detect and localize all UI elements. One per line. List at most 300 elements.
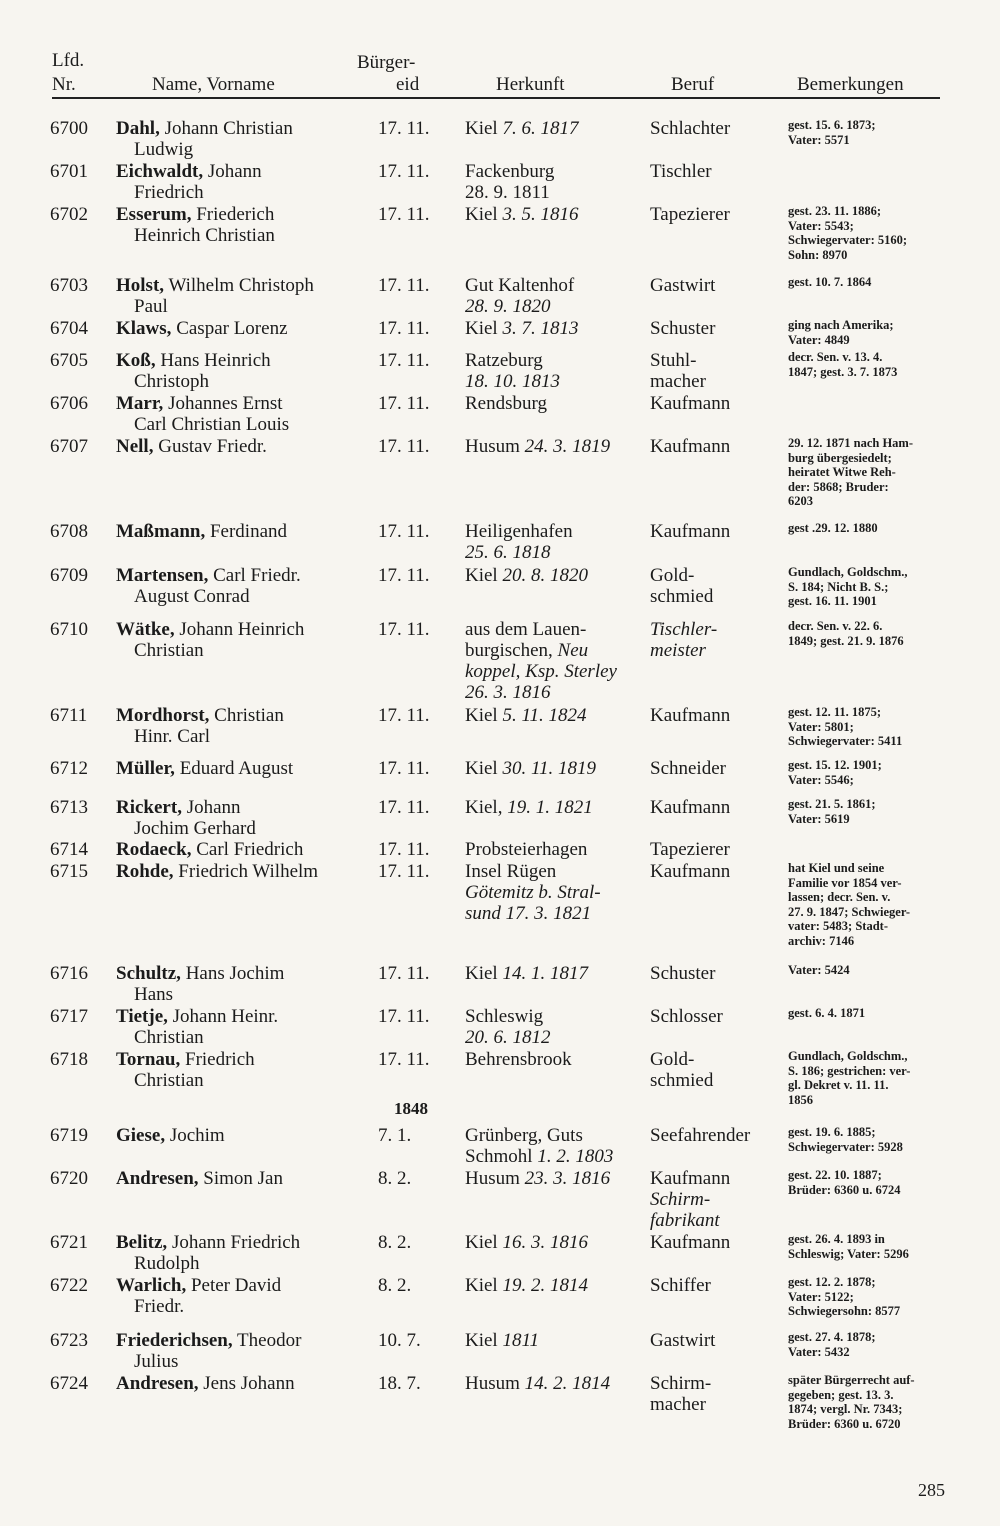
name-line <box>116 1049 378 1070</box>
remark-line: 27. 9. 1847; Schwieger- <box>788 904 911 919</box>
oath-date: 17. 11. <box>378 705 430 726</box>
name-line: Paul <box>134 296 168 317</box>
surname: Rohde, <box>116 861 174 882</box>
entry-number: 6721 <box>50 1232 88 1253</box>
profession-line: Kaufmann <box>650 797 731 818</box>
remark-line: 1874; vergl. Nr. 7343; <box>788 1402 903 1416</box>
given-names: Jens Johann <box>203 1373 295 1394</box>
origin-cell <box>465 963 650 984</box>
given-names: Wilhelm Christoph <box>168 275 314 296</box>
surname: Nell, <box>116 436 154 457</box>
origin-cell <box>465 1330 650 1351</box>
entry-number: 6706 <box>50 393 88 414</box>
given-names: Johannes Ernst <box>168 393 283 414</box>
origin-line <box>465 350 650 371</box>
name-cell <box>116 1125 378 1146</box>
entry-number: 6723 <box>50 1330 88 1351</box>
remark-line: gest. 22. 10. 1887; <box>788 1168 882 1182</box>
origin-cell <box>465 705 650 726</box>
entry-number: 6709 <box>50 565 88 586</box>
surname: Holst, <box>116 275 165 296</box>
origin-line <box>465 839 650 860</box>
profession-line: Kaufmann <box>650 521 731 542</box>
oath-date: 17. 11. <box>378 619 430 640</box>
surname: Tornau, <box>116 1049 181 1070</box>
name-line <box>116 797 378 818</box>
given-names: Friedrich <box>185 1049 255 1070</box>
oath-date: 17. 11. <box>378 1049 430 1070</box>
origin-text: 7. 6. 1817 <box>502 118 579 139</box>
profession-cell <box>650 1373 782 1415</box>
oath-date: 17. 11. <box>378 758 430 779</box>
header-remarks: Bemerkungen <box>797 74 904 95</box>
oath-date: 17. 11. <box>378 839 430 860</box>
origin-line <box>465 161 650 182</box>
entry-number: 6700 <box>50 118 88 139</box>
profession-line: Kaufmann <box>650 705 731 726</box>
origin-text: Husum <box>465 1373 525 1394</box>
remark-line: gest. 6. 4. 1871 <box>788 1006 866 1020</box>
origin-cell <box>465 839 650 860</box>
profession-line: Tischler <box>650 161 712 182</box>
profession-line: Gastwirt <box>650 1330 716 1351</box>
name-line: Christoph <box>134 371 209 392</box>
entry-number: 6708 <box>50 521 88 542</box>
name-cell <box>116 705 378 747</box>
remarks-cell <box>788 861 956 948</box>
origin-text: 23. 3. 1816 <box>524 1168 611 1189</box>
origin-cell <box>465 118 650 139</box>
name-cell <box>116 1232 378 1274</box>
oath-date: 7. 1. <box>378 1125 412 1146</box>
profession-line: Kaufmann <box>650 393 731 414</box>
profession-line: Schlosser <box>650 1006 723 1027</box>
origin-line <box>465 1006 650 1027</box>
header-name: Name, Vorname <box>152 74 275 95</box>
origin-text: 20. 8. 1820 <box>502 565 588 586</box>
surname: Giese, <box>116 1125 166 1146</box>
name-cell <box>116 118 378 160</box>
name-cell <box>116 393 378 435</box>
remark-line: gest. 12. 2. 1878; <box>788 1275 876 1289</box>
profession-cell <box>650 861 782 882</box>
entry-number: 6707 <box>50 436 88 457</box>
remark-line: Sohn: 8970 <box>788 247 848 262</box>
remarks-cell <box>788 204 956 262</box>
profession-cell <box>650 393 782 414</box>
surname: Koß, <box>116 350 156 371</box>
profession-line: Schuster <box>650 318 716 339</box>
remarks-cell <box>788 1049 956 1107</box>
surname: Wätke, <box>116 619 175 640</box>
name-line <box>116 1330 378 1351</box>
given-names: Johann <box>186 797 241 818</box>
profession-line: Gold- <box>650 565 695 586</box>
origin-text: Kiel <box>465 758 503 779</box>
entry-number: 6711 <box>50 705 88 726</box>
name-cell <box>116 758 378 779</box>
oath-date: 17. 11. <box>378 521 430 542</box>
origin-cell <box>465 436 650 457</box>
oath-date: 8. 2. <box>378 1232 412 1253</box>
profession-cell <box>650 318 782 339</box>
origin-cell <box>465 393 650 414</box>
remark-line: 1847; gest. 3. 7. 1873 <box>788 364 898 379</box>
name-line <box>116 758 378 779</box>
oath-date: 17. 11. <box>378 393 430 414</box>
origin-line <box>465 1275 650 1296</box>
given-names: Johann Friedrich <box>171 1232 301 1253</box>
remark-line: gest. 15. 6. 1873; <box>788 118 876 132</box>
remark-line: lassen; decr. Sen. v. <box>788 890 891 904</box>
entry-number: 6713 <box>50 797 88 818</box>
given-names: Hans Heinrich <box>160 350 271 371</box>
origin-line <box>465 436 650 457</box>
entry-number: 6701 <box>50 161 88 182</box>
profession-line: Tischler- <box>650 619 718 640</box>
name-line: Rudolph <box>134 1253 200 1274</box>
name-cell <box>116 963 378 1005</box>
oath-date: 17. 11. <box>378 350 430 371</box>
surname: Tietje, <box>116 1006 168 1027</box>
origin-cell <box>465 565 650 586</box>
surname: Belitz, <box>116 1232 168 1253</box>
profession-line: Tapezierer <box>650 839 730 860</box>
origin-cell <box>465 318 650 339</box>
remark-line: Vater: 5571 <box>788 132 850 147</box>
name-line <box>116 436 378 457</box>
remark-line: Gundlach, Goldschm., <box>788 565 908 579</box>
surname: Martensen, <box>116 565 209 586</box>
origin-text: Rendsburg <box>465 393 547 414</box>
origin-line <box>465 640 650 661</box>
origin-text: Behrensbrook <box>465 1049 572 1070</box>
entry-number: 6719 <box>50 1125 88 1146</box>
name-cell <box>116 1373 378 1394</box>
origin-line <box>465 296 650 317</box>
origin-line <box>465 521 650 542</box>
profession-line: macher <box>650 1394 706 1415</box>
entry-number: 6710 <box>50 619 88 640</box>
header-eid: eid <box>396 74 420 95</box>
surname: Andresen, <box>116 1373 199 1394</box>
profession-cell <box>650 839 782 860</box>
name-line <box>116 118 378 139</box>
surname: Klaws, <box>116 318 172 339</box>
profession-line: macher <box>650 371 706 392</box>
name-line <box>116 839 378 860</box>
remark-line: gest. 23. 11. 1886; <box>788 204 882 218</box>
origin-line <box>465 118 650 139</box>
profession-line: Stuhl- <box>650 350 697 371</box>
given-names: Ferdinand <box>209 521 288 542</box>
name-line <box>116 161 378 182</box>
profession-line: Schuster <box>650 963 716 984</box>
origin-cell <box>465 797 650 818</box>
remarks-cell <box>788 521 956 536</box>
origin-cell <box>465 758 650 779</box>
origin-text: 19. 2. 1814 <box>502 1275 588 1296</box>
header-nr: Nr. <box>52 74 76 95</box>
header-rule <box>52 97 940 99</box>
origin-text: Kiel <box>465 204 503 225</box>
entry-number: 6703 <box>50 275 88 296</box>
profession-cell <box>650 1168 782 1231</box>
origin-text: Kiel <box>465 1330 503 1351</box>
remark-line: gest. 21. 5. 1861; <box>788 797 876 811</box>
origin-text: sund 17. 3. 1821 <box>465 903 592 924</box>
origin-line <box>465 1232 650 1253</box>
origin-cell <box>465 1049 650 1070</box>
name-cell <box>116 1275 378 1317</box>
origin-line <box>465 565 650 586</box>
remark-line: Vater: 5543; <box>788 218 854 233</box>
surname: Rickert, <box>116 797 182 818</box>
surname: Warlich, <box>116 1275 187 1296</box>
name-line: Christian <box>134 1070 204 1091</box>
surname: Andresen, <box>116 1168 199 1189</box>
name-line: Friedrich <box>134 182 204 203</box>
given-names: Hans Jochim <box>185 963 285 984</box>
remarks-cell <box>788 619 956 648</box>
surname: Maßmann, <box>116 521 206 542</box>
given-names: Eduard August <box>179 758 294 779</box>
name-line: Jochim Gerhard <box>134 818 256 839</box>
origin-text: 14. 2. 1814 <box>524 1373 611 1394</box>
entry-number: 6722 <box>50 1275 88 1296</box>
remark-line: gl. Dekret v. 11. 11. <box>788 1078 889 1092</box>
remark-line: 29. 12. 1871 nach Ham- <box>788 436 913 450</box>
remark-line: Gundlach, Goldschm., <box>788 1049 908 1063</box>
origin-cell <box>465 619 650 703</box>
origin-line <box>465 619 650 640</box>
surname: Esserum, <box>116 204 192 225</box>
origin-cell <box>465 204 650 225</box>
page-number: 285 <box>918 1480 945 1500</box>
origin-text: Kiel <box>465 963 503 984</box>
origin-line <box>465 1330 650 1351</box>
oath-date: 17. 11. <box>378 161 430 182</box>
profession-cell <box>650 1275 782 1296</box>
given-names: Caspar Lorenz <box>176 318 288 339</box>
profession-cell <box>650 1232 782 1253</box>
profession-line: Kaufmann <box>650 1232 731 1253</box>
remarks-cell <box>788 350 956 379</box>
origin-line <box>465 1027 650 1048</box>
name-cell <box>116 1168 378 1189</box>
remarks-cell <box>788 1168 956 1197</box>
profession-line: Kaufmann <box>650 861 731 882</box>
profession-line: Schirm- <box>650 1373 712 1394</box>
profession-cell <box>650 521 782 542</box>
remark-line: Vater: 5619 <box>788 811 850 826</box>
name-line <box>116 393 378 414</box>
profession-cell <box>650 619 782 661</box>
given-names: Carl Friedr. <box>213 565 301 586</box>
origin-line <box>465 393 650 414</box>
name-cell <box>116 619 378 661</box>
origin-cell <box>465 1373 650 1394</box>
oath-date: 10. 7. <box>378 1330 421 1351</box>
remark-line: später Bürgerrecht auf- <box>788 1373 915 1387</box>
entry-number: 6720 <box>50 1168 88 1189</box>
profession-line: Tapezierer <box>650 204 730 225</box>
name-line <box>116 963 378 984</box>
name-line <box>116 705 378 726</box>
surname: Eichwaldt, <box>116 161 204 182</box>
name-cell <box>116 565 378 607</box>
name-cell <box>116 1330 378 1372</box>
entry-number: 6717 <box>50 1006 88 1027</box>
header-eid-top: Bürger- <box>357 52 416 73</box>
profession-cell <box>650 1125 782 1146</box>
origin-text: Kiel <box>465 1232 503 1253</box>
profession-line: Kaufmann <box>650 436 731 457</box>
origin-text: Probsteierhagen <box>465 839 588 860</box>
entry-number: 6702 <box>50 204 88 225</box>
year-heading: 1848 <box>394 1099 428 1118</box>
origin-text: Kiel, <box>465 797 508 818</box>
name-line <box>116 1006 378 1027</box>
origin-text: Schleswig <box>465 1006 544 1027</box>
remarks-cell <box>788 1275 956 1319</box>
remarks-cell <box>788 1125 956 1154</box>
name-line: Carl Christian Louis <box>134 414 290 435</box>
name-line <box>116 350 378 371</box>
origin-line <box>465 661 650 682</box>
name-line <box>116 318 378 339</box>
oath-date: 17. 11. <box>378 565 430 586</box>
origin-text: Kiel <box>465 1275 503 1296</box>
remark-line: hat Kiel und seine <box>788 861 885 875</box>
remark-line: burg übergesiedelt; <box>788 450 892 465</box>
entry-number: 6715 <box>50 861 88 882</box>
profession-line: Schlachter <box>650 118 731 139</box>
remark-line: S. 184; Nicht B. S.; <box>788 579 889 594</box>
remark-line: Schwiegervater: 5411 <box>788 734 903 748</box>
given-names: Theodor <box>237 1330 302 1351</box>
origin-text: Götemitz b. Stral- <box>465 882 601 903</box>
name-line: Hinr. Carl <box>134 726 210 747</box>
remark-line: Vater: 4849 <box>788 332 850 347</box>
given-names: Peter David <box>190 1275 282 1296</box>
origin-text: 20. 6. 1812 <box>465 1027 551 1048</box>
origin-text: 1811 <box>502 1330 540 1351</box>
profession-cell <box>650 758 782 779</box>
name-line: Hans <box>134 984 174 1005</box>
remark-line: Vater: 5546; <box>788 772 854 787</box>
origin-cell <box>465 1125 650 1167</box>
oath-date: 8. 2. <box>378 1168 412 1189</box>
remark-line: Vater: 5122; <box>788 1289 854 1304</box>
name-line <box>116 204 378 225</box>
oath-date: 17. 11. <box>378 861 430 882</box>
surname: Schultz, <box>116 963 181 984</box>
profession-cell <box>650 161 782 182</box>
origin-line <box>465 1168 650 1189</box>
origin-text: Kiel <box>465 705 503 726</box>
name-line <box>116 1232 378 1253</box>
origin-cell <box>465 1168 650 1189</box>
remark-line: gest .29. 12. 1880 <box>788 521 878 535</box>
remarks-cell <box>788 797 956 826</box>
profession-cell <box>650 705 782 726</box>
remarks-cell <box>788 963 956 978</box>
origin-text: burgischen, <box>465 640 558 661</box>
oath-date: 17. 11. <box>378 275 430 296</box>
oath-date: 17. 11. <box>378 318 430 339</box>
origin-text: Ratzeburg <box>465 350 543 371</box>
origin-line <box>465 318 650 339</box>
entry-number: 6712 <box>50 758 88 779</box>
name-cell <box>116 1006 378 1048</box>
given-names: Christian <box>214 705 284 726</box>
origin-text: Grünberg, Guts <box>465 1125 583 1146</box>
remark-line: gest. 27. 4. 1878; <box>788 1330 876 1344</box>
name-cell <box>116 521 378 542</box>
name-line <box>116 619 378 640</box>
origin-text: Kiel <box>465 565 503 586</box>
surname: Müller, <box>116 758 175 779</box>
given-names: Friedrich Wilhelm <box>178 861 319 882</box>
name-cell <box>116 204 378 246</box>
origin-text: Husum <box>465 1168 525 1189</box>
remark-line: 1849; gest. 21. 9. 1876 <box>788 633 904 648</box>
origin-text: 14. 1. 1817 <box>502 963 588 984</box>
origin-text: Neu <box>557 640 589 661</box>
name-line: Friedr. <box>134 1296 185 1317</box>
oath-date: 8. 2. <box>378 1275 412 1296</box>
remarks-cell <box>788 565 956 609</box>
origin-text: 24. 3. 1819 <box>524 436 611 457</box>
surname: Mordhorst, <box>116 705 210 726</box>
given-names: Johann <box>207 161 262 182</box>
remarks-cell <box>788 1006 956 1021</box>
name-line <box>116 1125 378 1146</box>
name-line <box>116 1275 378 1296</box>
name-cell <box>116 797 378 839</box>
origin-line <box>465 797 650 818</box>
remark-line: Schleswig; Vater: 5296 <box>788 1246 909 1261</box>
origin-cell <box>465 275 650 317</box>
remark-line: archiv: 7146 <box>788 933 855 948</box>
name-line <box>116 521 378 542</box>
remarks-cell <box>788 318 956 347</box>
profession-cell <box>650 436 782 457</box>
origin-text: 1. 2. 1803 <box>537 1146 614 1167</box>
remark-line: Familie vor 1854 ver- <box>788 875 902 890</box>
given-names: Gustav Friedr. <box>158 436 267 457</box>
profession-cell <box>650 1330 782 1351</box>
remark-line: decr. Sen. v. 13. 4. <box>788 350 883 364</box>
origin-text: 26. 3. 1816 <box>465 682 551 703</box>
remark-line: gest. 12. 11. 1875; <box>788 705 882 719</box>
remark-line: 1856 <box>788 1092 813 1107</box>
remark-line: vater: 5483; Stadt- <box>788 919 888 933</box>
name-line <box>116 1168 378 1189</box>
profession-cell <box>650 350 782 392</box>
origin-line <box>465 371 650 392</box>
remarks-cell <box>788 1232 956 1261</box>
remark-line: gegeben; gest. 13. 3. <box>788 1387 894 1402</box>
origin-cell <box>465 1232 650 1253</box>
origin-line <box>465 1373 650 1394</box>
surname: Dahl, <box>116 118 160 139</box>
entry-number: 6718 <box>50 1049 88 1070</box>
entry-number: 6716 <box>50 963 88 984</box>
origin-line <box>465 204 650 225</box>
name-cell <box>116 839 378 860</box>
